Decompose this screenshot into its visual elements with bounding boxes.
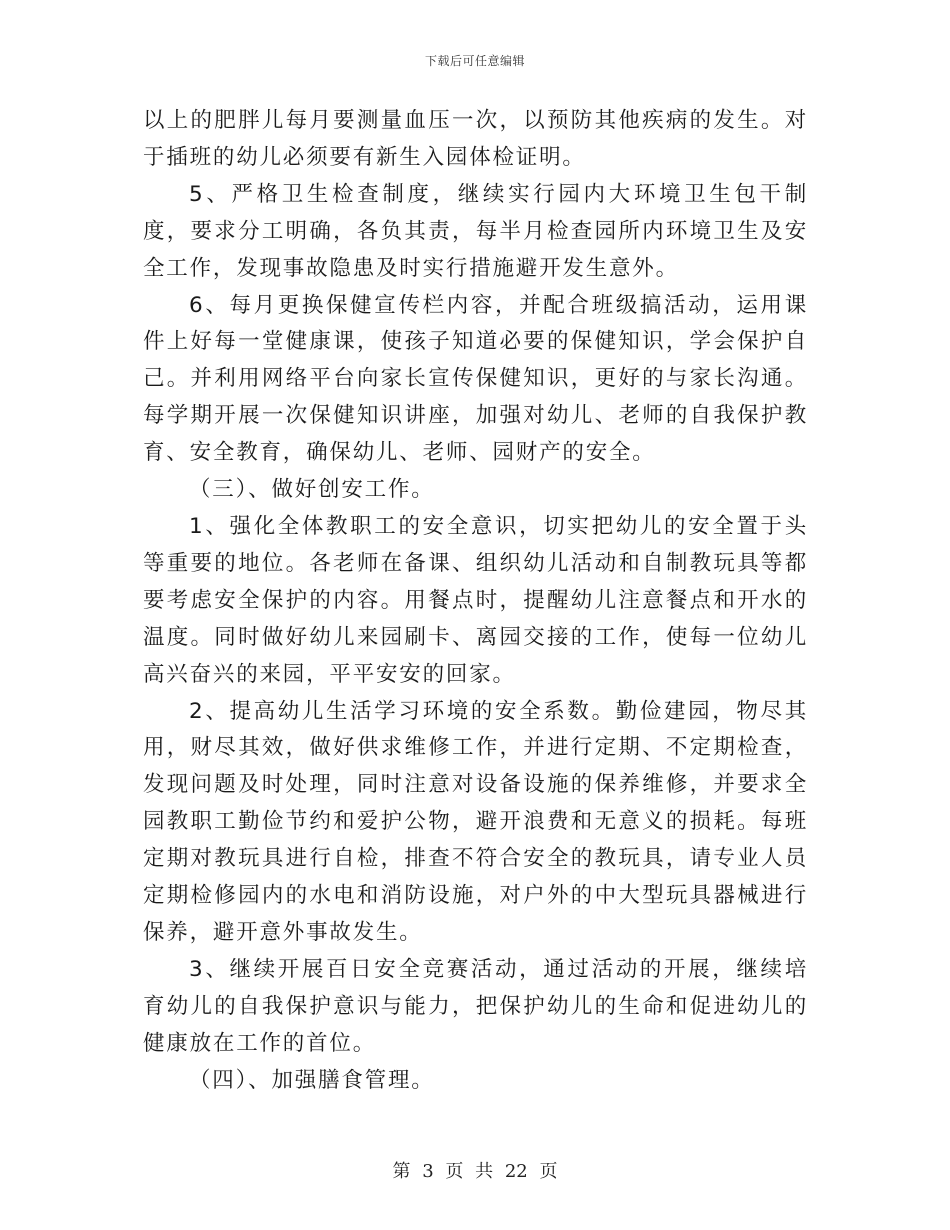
page-number: 第 3 页 共 22 页 — [392, 1161, 558, 1182]
paragraph-item-5: 5、严格卫生检查制度，继续实行园内大环境卫生包干制度，要求分工明确，各负其责，每半月检查园所内环境卫生及安全工作，发现事故隐患及时实行措施避开发生意外。 — [143, 181, 808, 281]
paragraph-item-2: 2、提高幼儿生活学习环境的安全系数。勤俭建园，物尽其用，财尽其效，做好供求维修工作，并进行定期、不定期检查，发现问题及时处理，同时注意对设备设施的保养维修，并要求全园教职工勤俭节约和爱护公物，避开浪费和无意义的损耗。每班定期对教玩具进行自检，排查不符合安全的教玩具，请专业人员定期检修园内的水电和消防设施，对户外的中大型玩具器械进行保养，避开意外事故发生。 — [143, 698, 808, 945]
paragraph-item-1: 1、强化全体教职工的安全意识，切实把幼儿的安全置于头等重要的地位。各老师在备课、组织幼儿活动和自制教玩具等都要考虑安全保护的内容。用餐点时，提醒幼儿注意餐点和开水的温度。同时做好幼儿来园刷卡、离园交接的工作，使每一位幼儿高兴奋兴的来园，平平安安的回家。 — [143, 513, 808, 687]
section-heading-3: （三）、做好创安工作。 — [189, 477, 435, 503]
paragraph-item-6: 6、每月更换保健宣传栏内容，并配合班级搞活动，运用课件上好每一堂健康课，使孩子知道必要的保健知识，学会保护自己。并利用网络平台向家长宣传保健知识，更好的与家长沟通。每学期开展一次保健知识讲座，加强对幼儿、老师的自我保护教育、安全教育，确保幼儿、老师、园财产的安全。 — [143, 292, 808, 466]
document-body — [143, 103, 808, 1099]
paragraph-continuation: 以上的肥胖儿每月要测量血压一次，以预防其他疾病的发生。对于插班的幼儿必须要有新生入园体检证明。 — [143, 108, 808, 170]
paragraph-item-3: 3、继续开展百日安全竞赛活动，通过活动的开展，继续培育幼儿的自我保护意识与能力，把保护幼儿的生命和促进幼儿的健康放在工作的首位。 — [143, 956, 808, 1056]
section-heading-4: （四）、加强膳食管理。 — [189, 1067, 435, 1093]
header-note: 下载后可任意编辑 — [424, 54, 525, 68]
